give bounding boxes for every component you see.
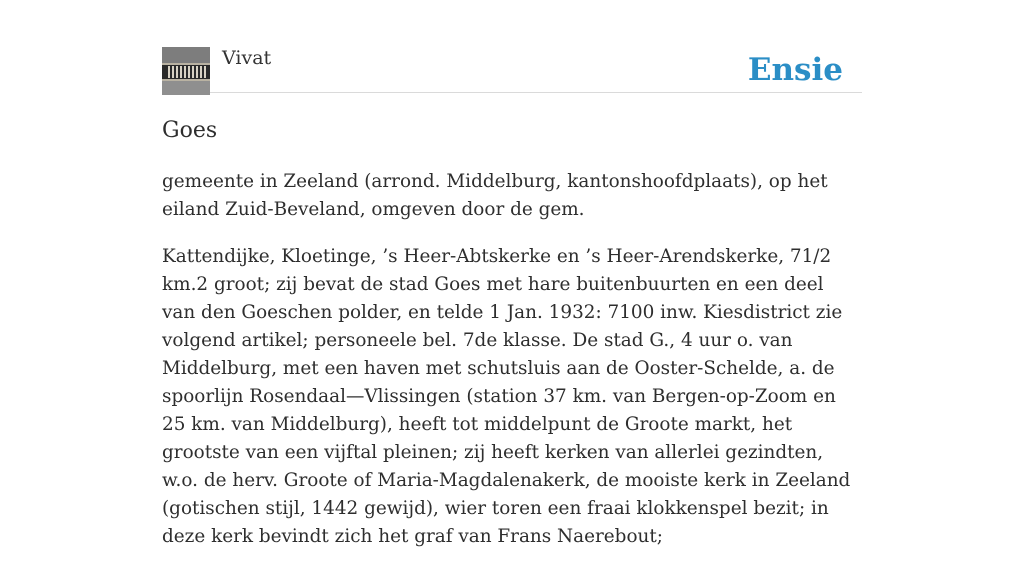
article-paragraph: Kattendijke, Kloetinge, ’s Heer-Abtskerke en ’s Heer-Arendskerke, 71/2 km.2 groot; zij bevat de stad Goes met hare buitenbuurten en een deel van den Goeschen polder, en telde 1 Jan. 1932: 7100 inw. Kiesdistrict zie volgend artikel; personeele bel. 7de klasse. De stad G., 4 uur o. van Middelburg, met een haven met schutsluis aan de Ooster-Schelde, a. de spoorlijn Rosendaal—Vlissingen (station 37 km. van Bergen-op-Zoom en 25 km. van Middelburg), heeft tot middelpunt de Groote markt, het grootste van een vijftal pleinen; zij heeft kerken van allerlei gezindten, w.o. de herv. Groote of Maria-Magdalenakerk, de mooiste kerk in Zeeland (gotischen stijl, 1442 gewijd), wier toren een fraai klokkenspel bezit; in deze kerk bevindt zich het graf van Frans Naerebout; <box>162 246 851 547</box>
book-spines-icon <box>162 47 210 95</box>
article-title: Goes <box>162 118 218 143</box>
publication-name[interactable]: Vivat <box>222 47 272 69</box>
site-header <box>162 46 862 93</box>
brand-logo[interactable]: Ensie <box>747 52 843 88</box>
article-paragraph: gemeente in Zeeland (arrond. Middelburg, kantonshoofdplaats), op het eiland Zuid-Beveland, omgeven door de gem. <box>162 171 828 220</box>
article-body <box>162 168 862 570</box>
publication-avatar[interactable] <box>162 47 210 95</box>
